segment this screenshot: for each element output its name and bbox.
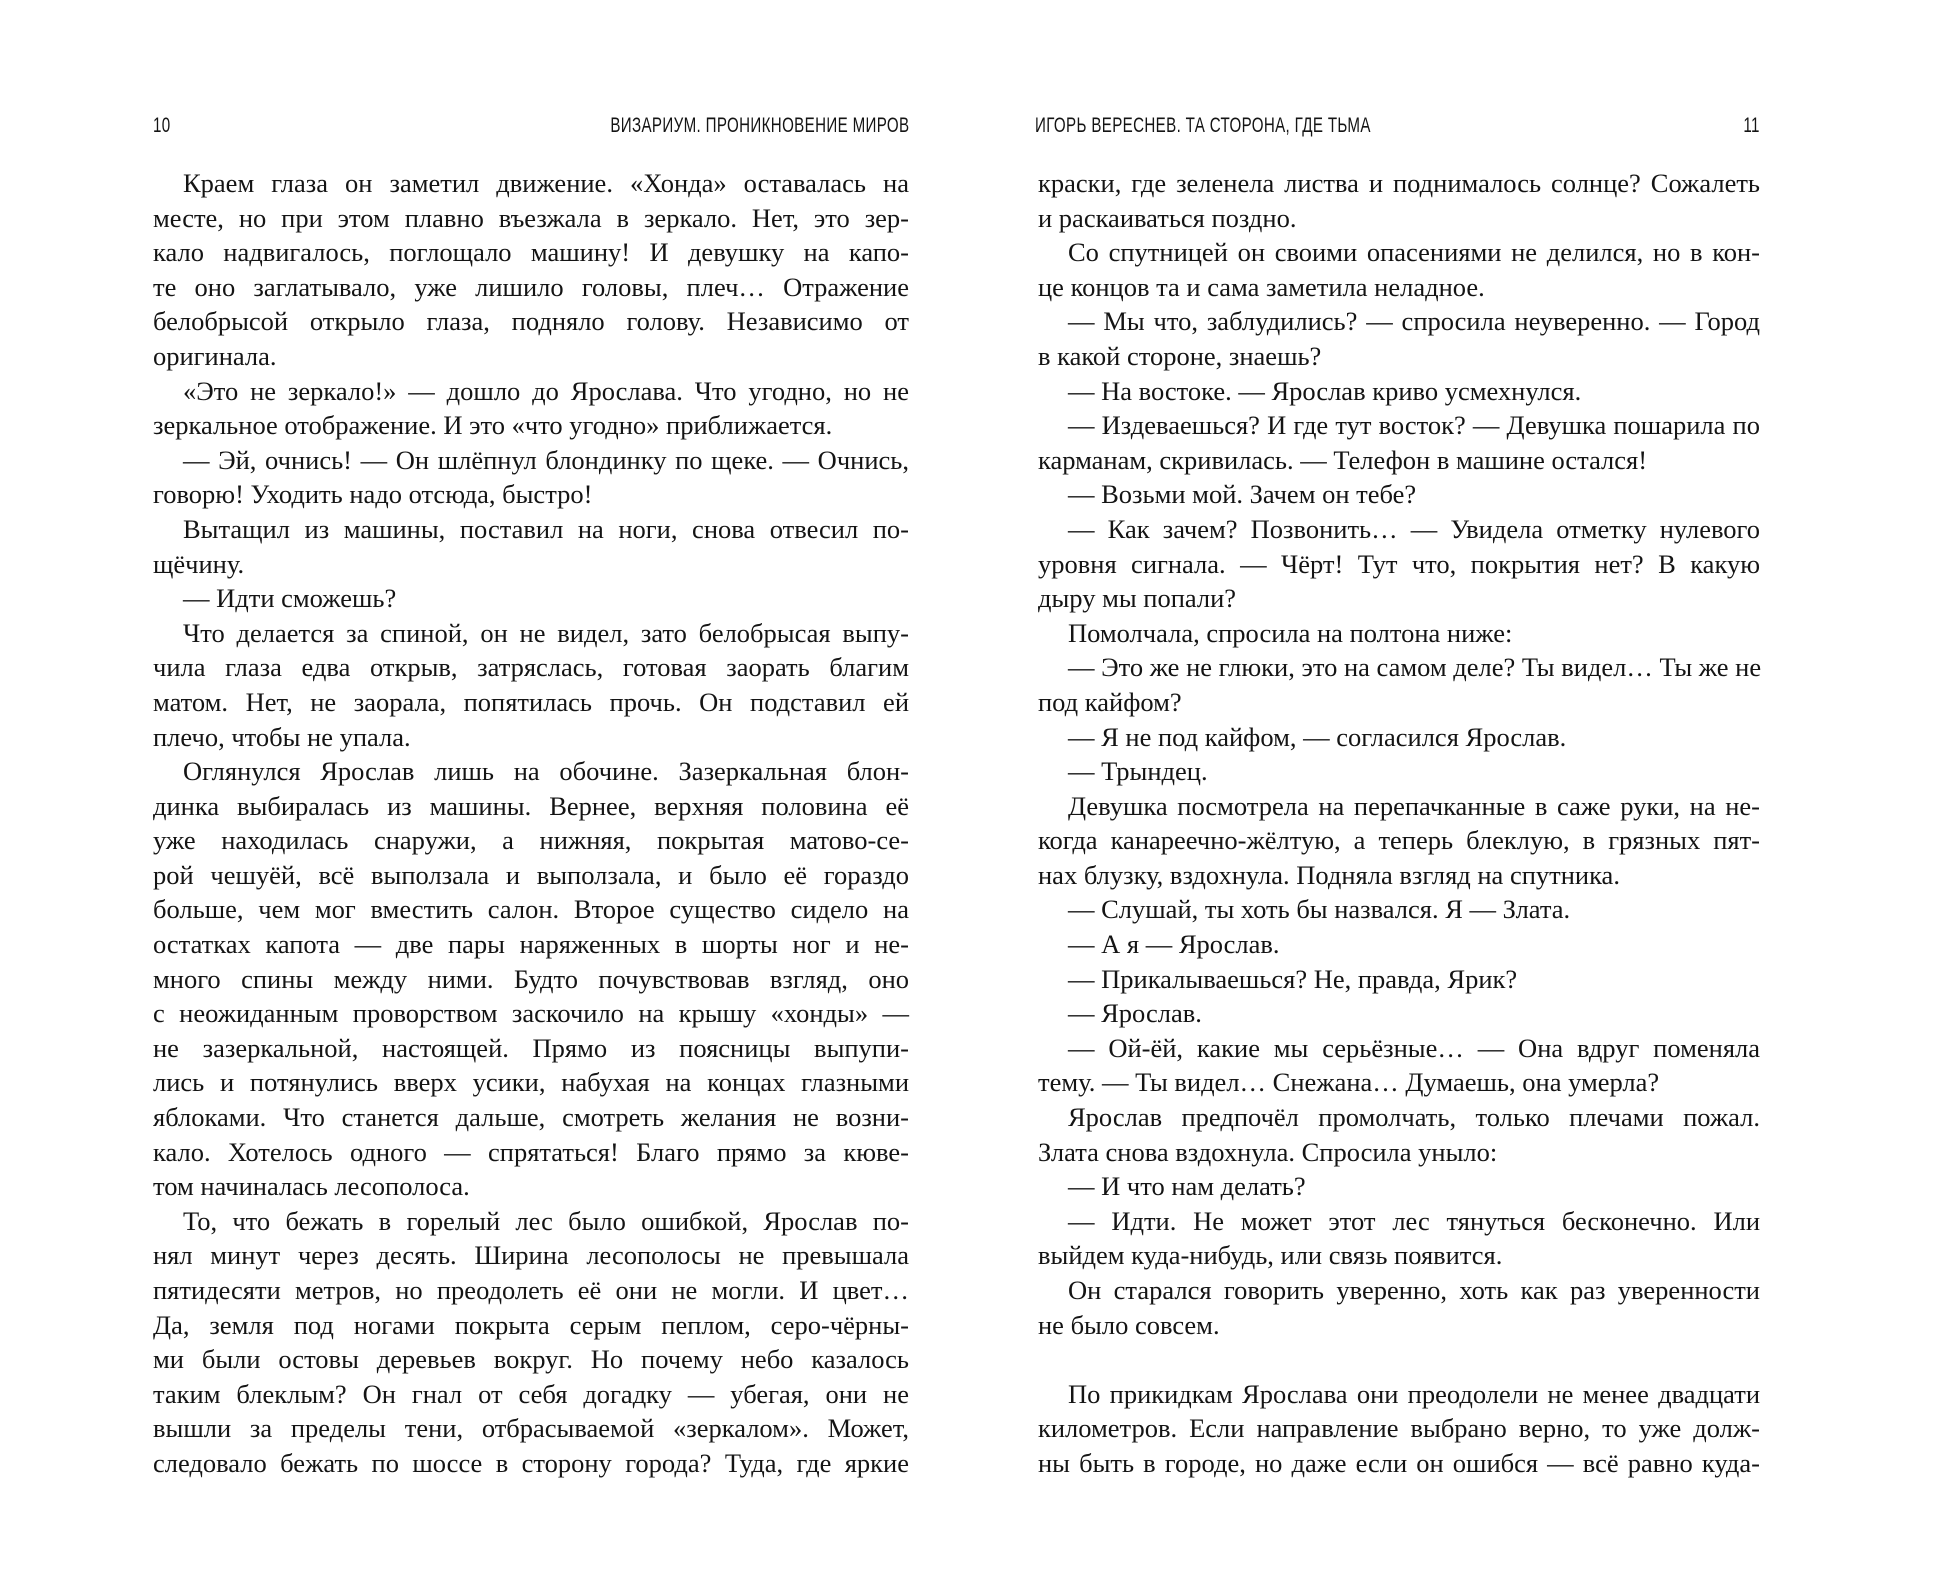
text-line: Краем глаза он заметил движение. «Хонда» оставалась на (183, 168, 909, 198)
running-header: ВИЗАРИУМ. ПРОНИКНОВЕНИЕ МИРОВ (609, 114, 909, 137)
text-line: — На востоке. — Ярослав криво усмехнулся. (1068, 375, 1582, 406)
text-line: — Как зачем? Позвонить… — Увидела отметку нулевого (1068, 513, 1760, 544)
running-header: ИГОРЬ ВЕРЕСНЕВ. ТА СТОРОНА, ГДЕ ТЬМА (1035, 114, 1371, 137)
page-number: 11 (1743, 114, 1760, 137)
text-line: — Ой-ёй, какие мы серьёзные… — Она вдруг поменяла (1068, 1032, 1760, 1063)
text-line: месте, но при этом плавно въезжала в зеркало. Нет, это зер- (153, 202, 909, 233)
text-line: том начиналась лесополоса. (153, 1171, 470, 1202)
text-line: — Мы что, заблудились? — спросила неуверенно. — Город (1068, 306, 1760, 337)
text-line: — Прикалываешься? Не, правда, Ярик? (1068, 963, 1518, 994)
text-line: Оглянулся Ярослав лишь на обочине. Зазеркальная блон- (183, 756, 909, 787)
section-break (1038, 1342, 1760, 1377)
text-line: «Это не зеркало!» — дошло до Ярослава. Что угодно, но не (183, 375, 909, 406)
right-page (968, 0, 1935, 1594)
text-line: Ярослав предпочёл промолчать, только плечами пожал. (1068, 1102, 1760, 1133)
text-line: Да, земля под ногами покрыта серым пеплом, серо-чёрны- (153, 1309, 909, 1340)
text-line: уровня сигнала. — Чёрт! Тут что, покрытия нет? В какую (1038, 548, 1760, 579)
text-line: ны быть в городе, но даже если он ошибся — всё равно куда- (1038, 1447, 1760, 1478)
text-line: выйдем куда-нибудь, или связь появится. (1038, 1240, 1503, 1271)
text-line: под кайфом? (1038, 686, 1182, 717)
text-line: щёчину. (153, 548, 245, 579)
text-line: нах блузку, вздохнула. Подняла взгляд на спутника. (1038, 859, 1620, 890)
text-line: По прикидкам Ярослава они преодолели не менее двадцати (1068, 1378, 1760, 1409)
text-line: карманам, скривилась. — Телефон в машине остался! (1038, 444, 1648, 475)
text-line: Злата снова вздохнула. Спросила уныло: (1038, 1136, 1498, 1167)
text-line: То, что бежать в горелый лес было ошибкой, Ярослав по- (183, 1205, 909, 1236)
text-line: те оно заглатывало, уже лишило головы, плеч… Отражение (153, 271, 909, 302)
text-line: — Я не под кайфом, — согласился Ярослав. (1068, 721, 1567, 752)
text-line: — Ярослав. (1068, 998, 1202, 1029)
text-line: — Это же не глюки, это на самом деле? Ты видел… Ты же не (1068, 652, 1762, 683)
text-line: — Эй, очнись! — Он шлёпнул блондинку по щеке. — Очнись, (183, 444, 909, 475)
text-line: следовало бежать по шоссе в сторону города? Туда, где яркие (153, 1447, 909, 1478)
text-line: и раскаиваться поздно. (1038, 202, 1297, 233)
text-line: Девушка посмотрела на перепачканные в саже руки, на не- (1068, 790, 1760, 821)
text-line: яблоками. Что станется дальше, смотреть желания не возни- (153, 1102, 909, 1133)
text-line: матом. Нет, не заорала, попятилась прочь. Он подставил ей (153, 686, 909, 717)
text-line: — Идти сможешь? (183, 583, 397, 614)
text-line: остатках капота — две пары наряженных в шорты ног и не- (153, 929, 909, 960)
text-line: лись и потянулись вверх усики, набухая на концах глазными (153, 1067, 909, 1098)
text-line: чила глаза едва открыв, затряслась, готовая заорать благим (153, 652, 909, 683)
body-text (1038, 166, 1760, 1481)
text-line: говорю! Уходить надо отсюда, быстро! (153, 479, 593, 510)
text-line: вышли за пределы тени, отбрасываемой «зеркалом». Может, (153, 1413, 909, 1444)
text-line: кало. Хотелось одного — спрятаться! Благо прямо за кюве- (153, 1136, 909, 1167)
text-line: когда канареечно-жёлтую, а теперь блеклую, в грязных пят- (1038, 825, 1760, 856)
text-line: — Слушай, ты хоть бы назвался. Я — Злата. (1068, 894, 1571, 925)
text-line: больше, чем мог вместить салон. Второе существо сидело на (153, 894, 909, 925)
text-line: кало надвигалось, поглощало машину! И девушку на капо- (153, 237, 909, 268)
text-line: не было совсем. (1038, 1309, 1220, 1340)
text-line: Он старался говорить уверенно, хоть как раз уверенности (1068, 1275, 1760, 1305)
text-line: — Трындец. (1068, 756, 1208, 787)
text-line: ми были остовы деревьев вокруг. Но почему небо казалось (153, 1344, 909, 1375)
text-line: Помолчала, спросила на полтона ниже: (1068, 617, 1513, 648)
text-line: плечо, чтобы не упала. (153, 721, 411, 752)
text-line: оригинала. (153, 340, 277, 371)
text-line: — Издеваешься? И где тут восток? — Девушка пошарила по (1068, 410, 1760, 441)
text-line: — Возьми мой. Зачем он тебе? (1068, 479, 1417, 510)
text-line: белобрысой открыло глаза, подняло голову. Независимо от (153, 306, 909, 337)
text-line: таким блеклым? Он гнал от себя догадку — убегая, они не (153, 1378, 909, 1409)
text-line: много спины между ними. Будто почувствовав взгляд, оно (153, 963, 909, 994)
text-line: Со спутницей он своими опасениями не делился, но в кон- (1068, 237, 1760, 268)
text-line: дыру мы попали? (1038, 583, 1237, 614)
text-line: це концов та и сама заметила неладное. (1038, 271, 1485, 302)
text-line: Вытащил из машины, поставил на ноги, снова отвесил по- (183, 513, 909, 544)
text-line: в какой стороне, знаешь? (1038, 340, 1322, 371)
text-line: километров. Если направление выбрано верно, то уже долж- (1038, 1413, 1760, 1444)
text-line: не зазеркальной, настоящей. Прямо из поясницы выпупи- (153, 1032, 909, 1063)
page-number: 10 (153, 114, 171, 137)
text-line: динка выбиралась из машины. Вернее, верхняя половина её (153, 790, 909, 821)
text-line: — А я — Ярослав. (1068, 929, 1280, 960)
body-text (153, 166, 909, 1481)
text-line: уже находилась снаружи, а нижняя, покрытая матово-се- (153, 825, 909, 856)
text-line: — И что нам делать? (1068, 1171, 1306, 1202)
text-line: тему. — Ты видел… Снежана… Думаешь, она умерла? (1038, 1067, 1660, 1098)
text-line: Что делается за спиной, он не видел, зато белобрысая выпу- (183, 617, 909, 648)
text-line: зеркальное отображение. И это «что угодно» приближается. (153, 410, 833, 441)
text-line: пятидесяти метров, но преодолеть её они не могли. И цвет… (153, 1275, 909, 1305)
text-line: нял минут через десять. Ширина лесополосы не превышала (153, 1240, 909, 1271)
text-line: с неожиданным проворством заскочило на крышу «хонды» — (153, 998, 909, 1029)
text-line: краски, где зеленела листва и поднималось солнце? Сожалеть (1038, 168, 1760, 198)
text-line: — Идти. Не может этот лес тянуться бесконечно. Или (1068, 1205, 1760, 1236)
text-line: рой чешуёй, всё выползала и выползала, и было её гораздо (153, 859, 909, 890)
